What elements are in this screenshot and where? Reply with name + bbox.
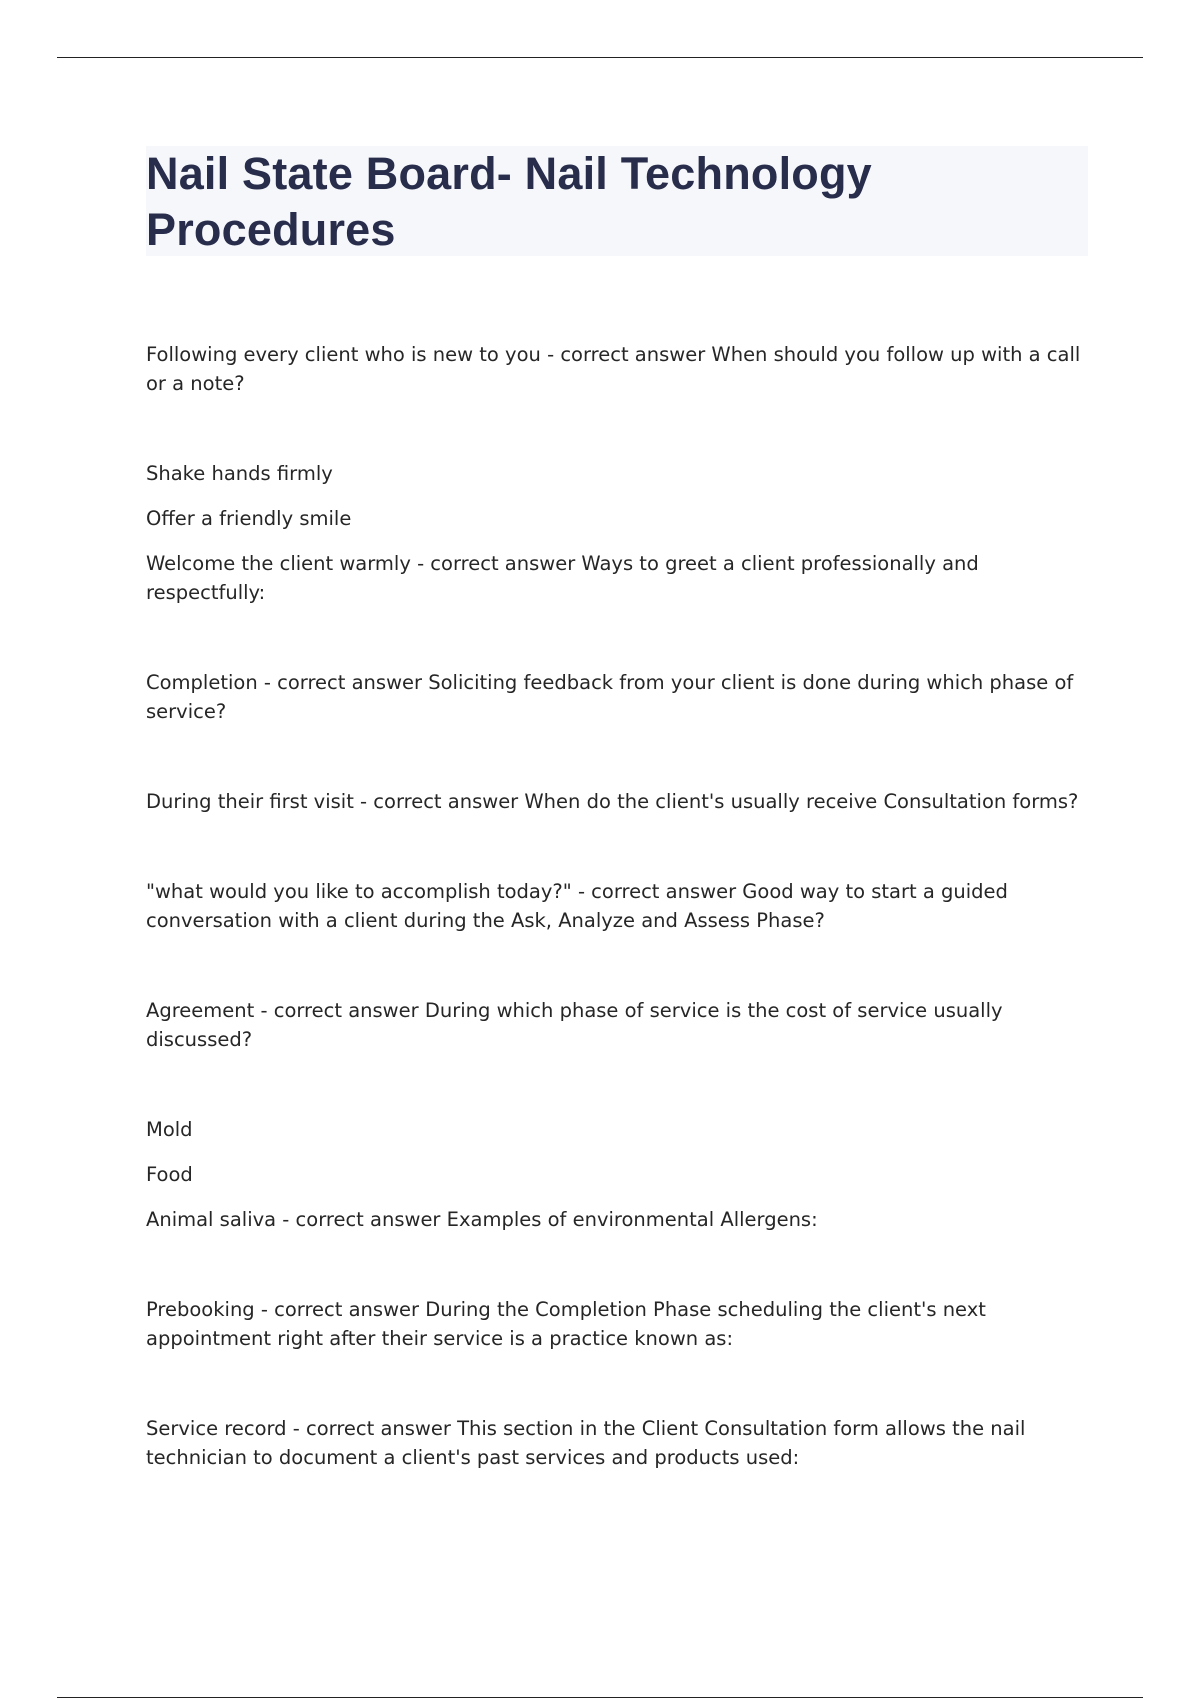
qa-line: Food [146,1163,193,1186]
qa-entry-2 [146,459,1096,607]
qa-entry-7 [146,1115,1096,1234]
qa-entry-1 [146,340,1096,398]
top-rule [57,57,1143,58]
qa-entry-3 [146,668,1096,726]
qa-entry-4 [146,787,1096,816]
qa-entry-9 [146,1414,1096,1472]
title-block [146,146,1088,256]
qa-entry-6 [146,996,1096,1054]
title-line-2: Procedures [146,204,396,255]
qa-line: Completion - correct answer Soliciting feedback from your client is done during which phase of service? [146,671,1074,723]
qa-line: Service record - correct answer This section in the Client Consultation form allows the nail technician to document a client's past services and products used: [146,1417,1026,1469]
qa-line: Offer a friendly smile [146,507,352,530]
qa-entry-8 [146,1295,1096,1353]
qa-line: Prebooking - correct answer During the Completion Phase scheduling the client's next appointment right after their service is a practice known as: [146,1298,986,1350]
qa-line: Following every client who is new to you - correct answer When should you follow up with a call or a note? [146,343,1081,395]
qa-entry-5 [146,877,1096,935]
qa-line: Agreement - correct answer During which phase of service is the cost of service usually discussed? [146,999,1003,1051]
title-line-1: Nail State Board- Nail Technology [146,148,872,199]
qa-line: Shake hands firmly [146,462,333,485]
document-title [146,146,1088,258]
qa-line: "what would you like to accomplish today?" - correct answer Good way to start a guided conversation with a client during the Ask, Analyze and Assess Phase? [146,880,1008,932]
qa-line: Animal saliva - correct answer Examples of environmental Allergens: [146,1208,818,1231]
qa-list [146,340,1096,1533]
qa-line: Welcome the client warmly - correct answer Ways to greet a client professionally and respectfully: [146,552,979,604]
bottom-rule [57,1697,1143,1698]
qa-line: Mold [146,1118,193,1141]
qa-line: During their first visit - correct answer When do the client's usually receive Consultation forms? [146,790,1079,813]
